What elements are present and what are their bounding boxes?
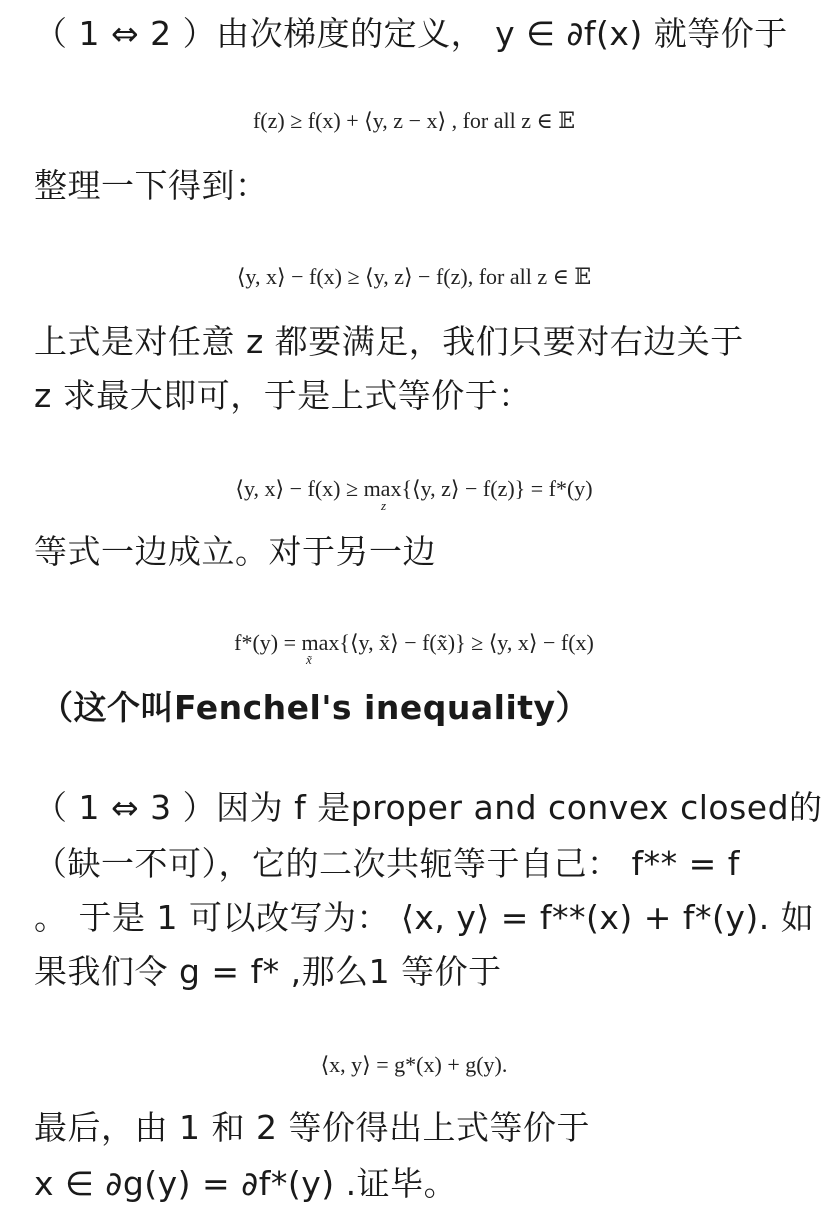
paragraph-line: x ∈ ∂g(y) = ∂f*(y) .证毕。 [34, 1164, 458, 1203]
paragraph-line: 。 于是 1 可以改写为： ⟨x, y⟩ = f**(x) + f*(y). 如 [34, 898, 815, 937]
paragraph-line: 最后，由 1 和 2 等价得出上式等价于 [34, 1108, 590, 1147]
paragraph-line: 上式是对任意 z 都要满足，我们只要对右边关于 [34, 322, 744, 361]
equation-main: f*(y) = max{⟨y, x̃⟩ − f(x̃)} ≥ ⟨y, x⟩ − f(x) [234, 630, 594, 655]
paragraph-line-bold: （这个叫Fenchel's inequality） [40, 688, 590, 727]
paragraph-line: （ 1 ⇔ 3 ）因为 f 是proper and convex closed的 [34, 788, 823, 827]
equation-rearranged: ⟨y, x⟩ − f(x) ≥ ⟨y, z⟩ − f(z), for all z ∈ 𝔼 [236, 264, 592, 289]
equation-g-conjugate: ⟨x, y⟩ = g*(x) + g(y). [320, 1052, 508, 1077]
equation-main: ⟨y, x⟩ − f(x) ≥ max{⟨y, z⟩ − f(z)} = f*(y) [235, 476, 593, 501]
equation-subgradient-definition: f(z) ≥ f(x) + ⟨y, z − x⟩ , for all z ∈ 𝔼 [252, 108, 576, 133]
equation-subscript: x̃ [306, 652, 312, 667]
paragraph-line: 果我们令 g = f* ,那么1 等价于 [34, 952, 502, 991]
equation-max-conjugate [0, 476, 828, 513]
paragraph-line: （ 1 ⇔ 2 ）由次梯度的定义， y ∈ ∂f(x) 就等价于 [34, 14, 788, 53]
equation-fenchel [0, 630, 828, 667]
paragraph-line: 等式一边成立。对于另一边 [34, 532, 436, 571]
paragraph-line: 整理一下得到： [34, 166, 269, 205]
equation-subscript: z [381, 498, 387, 513]
paragraph-line: （缺一不可），它的二次共轭等于自己： f** = f [34, 844, 740, 883]
paragraph-line: z 求最大即可，于是上式等价于： [34, 376, 532, 415]
